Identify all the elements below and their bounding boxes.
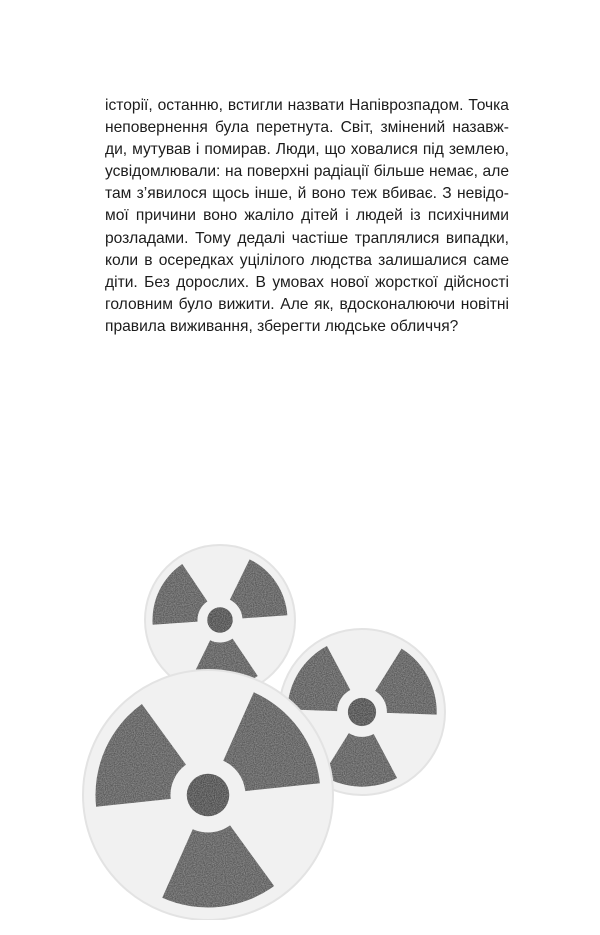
body-paragraph	[105, 95, 509, 338]
text-line: діти. Без дорослих. В умовах нової жорсткої дійсності	[105, 273, 509, 291]
text-line: там з’явилося щось інше, й воно теж вбиває. З невідо-	[105, 185, 509, 203]
center-dot	[348, 698, 376, 726]
text-line: ди, мутував і помирав. Люди, що ховалися під землею,	[105, 141, 509, 159]
center-dot	[207, 607, 233, 633]
radiation-symbols-illustration	[40, 540, 460, 920]
center-dot	[187, 774, 230, 817]
text-line: мої причини воно жаліло дітей і людей із психічними	[105, 207, 509, 225]
text-line: неповернення була перетнута. Світ, змінений назавж-	[105, 119, 509, 137]
radiation-icon	[83, 670, 333, 920]
text-line: розладами. Тому дедалі частіше траплялися випадки,	[105, 229, 509, 247]
text-line: коли в осередках уцілілого людства залишалися саме	[105, 251, 509, 269]
text-line: головним було вижити. Але як, вдосконалюючи новітні	[105, 295, 509, 313]
text-line: усвідомлювали: на поверхні радіації більше немає, але	[105, 163, 509, 181]
text-line: історії, останню, встигли назвати Напіврозпадом. Точка	[105, 97, 509, 114]
text-line: правила виживання, зберегти людське обличчя?	[105, 317, 459, 335]
